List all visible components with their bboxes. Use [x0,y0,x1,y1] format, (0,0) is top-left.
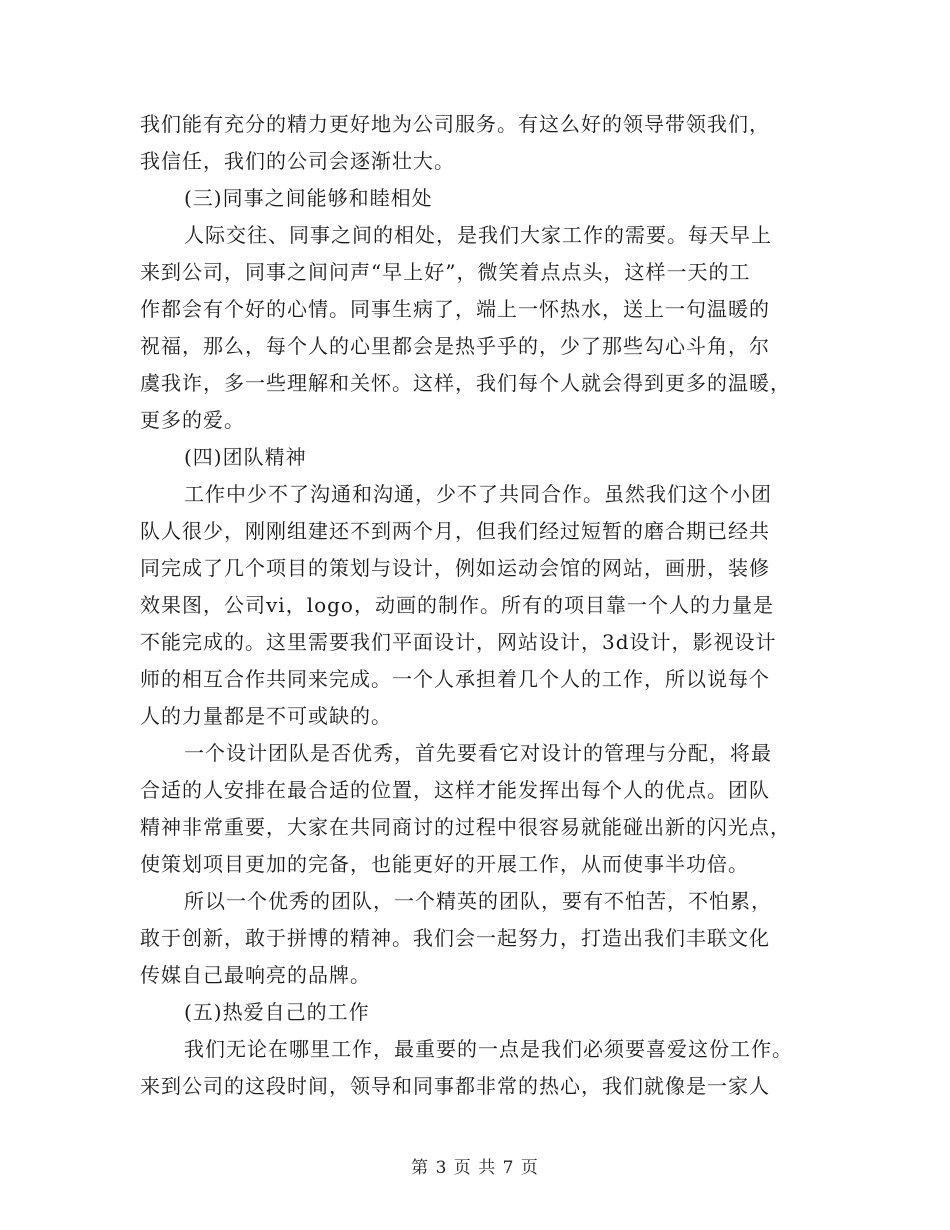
paragraph [140,1031,810,1105]
paragraph-line: 一个设计团队是否优秀，首先要看它对设计的管理与分配，将最 [184,741,772,765]
paragraph [140,883,810,994]
section-heading: (四)团队精神 [184,445,307,469]
paragraph-line: 工作中少不了沟通和沟通，少不了共同合作。虽然我们这个小团 [184,482,772,506]
paragraph-line: 更多的爱。 [140,408,245,432]
paragraph [140,476,810,735]
paragraph [140,217,810,439]
paragraph-line: 作都会有个好的心情。同事生病了，端上一怀热水，送上一句温暖的 [140,297,770,321]
section-heading: (五)热爱自己的工作 [184,1000,370,1024]
paragraph-line: 敢于创新，敢于拼博的精神。我们会一起努力，打造出我们丰联文化 [140,926,770,950]
paragraph-line: 效果图，公司vi，logo，动画的制作。所有的项目靠一个人的力量是 [140,593,774,617]
paragraph-line: 我信任，我们的公司会逐渐壮大。 [140,149,455,173]
paragraph-line: 传媒自己最响亮的品牌。 [140,963,371,987]
paragraph-line: 所以一个优秀的团队，一个精英的团队，要有不怕苦，不怕累， [184,889,772,913]
paragraph-line: 我们无论在哪里工作，最重要的一点是我们必须要喜爱这份工作。 [184,1037,793,1061]
page-number-footer: 第 3 页 共 7 页 [411,1158,539,1178]
paragraph-line: 祝福，那么，每个人的心里都会是热乎乎的，少了那些勾心斗角，尔 [140,334,770,358]
document-body [140,106,810,1105]
paragraph-line: 合适的人安排在最合适的位置，这样才能发挥出每个人的优点。团队 [140,778,770,802]
paragraph-line: 同完成了几个项目的策划与设计，例如运动会馆的网站，画册，装修 [140,556,770,580]
paragraph-line: 精神非常重要，大家在共同商讨的过程中很容易就能碰出新的闪光点， [140,815,791,839]
paragraph-line: 来到公司，同事之间问声“早上好”，微笑着点点头，这样一天的工 [140,260,751,284]
paragraph-line: 师的相互合作共同来完成。一个人承担着几个人的工作，所以说每个 [140,667,770,691]
paragraph-line: 不能完成的。这里需要我们平面设计，网站设计，3d设计，影视设计 [140,630,777,654]
paragraph-line: 来到公司的这段时间，领导和同事都非常的热心，我们就像是一家人 [140,1074,770,1098]
paragraph [140,735,810,883]
paragraph-line: 队人很少，刚刚组建还不到两个月，但我们经过短暂的磨合期已经共 [140,519,770,543]
paragraph [140,106,810,180]
section-heading: (三)同事之间能够和睦相处 [184,186,433,210]
paragraph-line: 使策划项目更加的完备，也能更好的开展工作，从而使事半功倍。 [140,852,749,876]
paragraph-line: 人际交往、同事之间的相处，是我们大家工作的需要。每天早上 [184,223,772,247]
paragraph-line: 人的力量都是不可或缺的。 [140,704,392,728]
paragraph-line: 我们能有充分的精力更好地为公司服务。有这么好的领导带领我们， [140,112,770,136]
paragraph-line: 虞我诈，多一些理解和关怀。这样，我们每个人就会得到更多的温暖， [140,371,791,395]
